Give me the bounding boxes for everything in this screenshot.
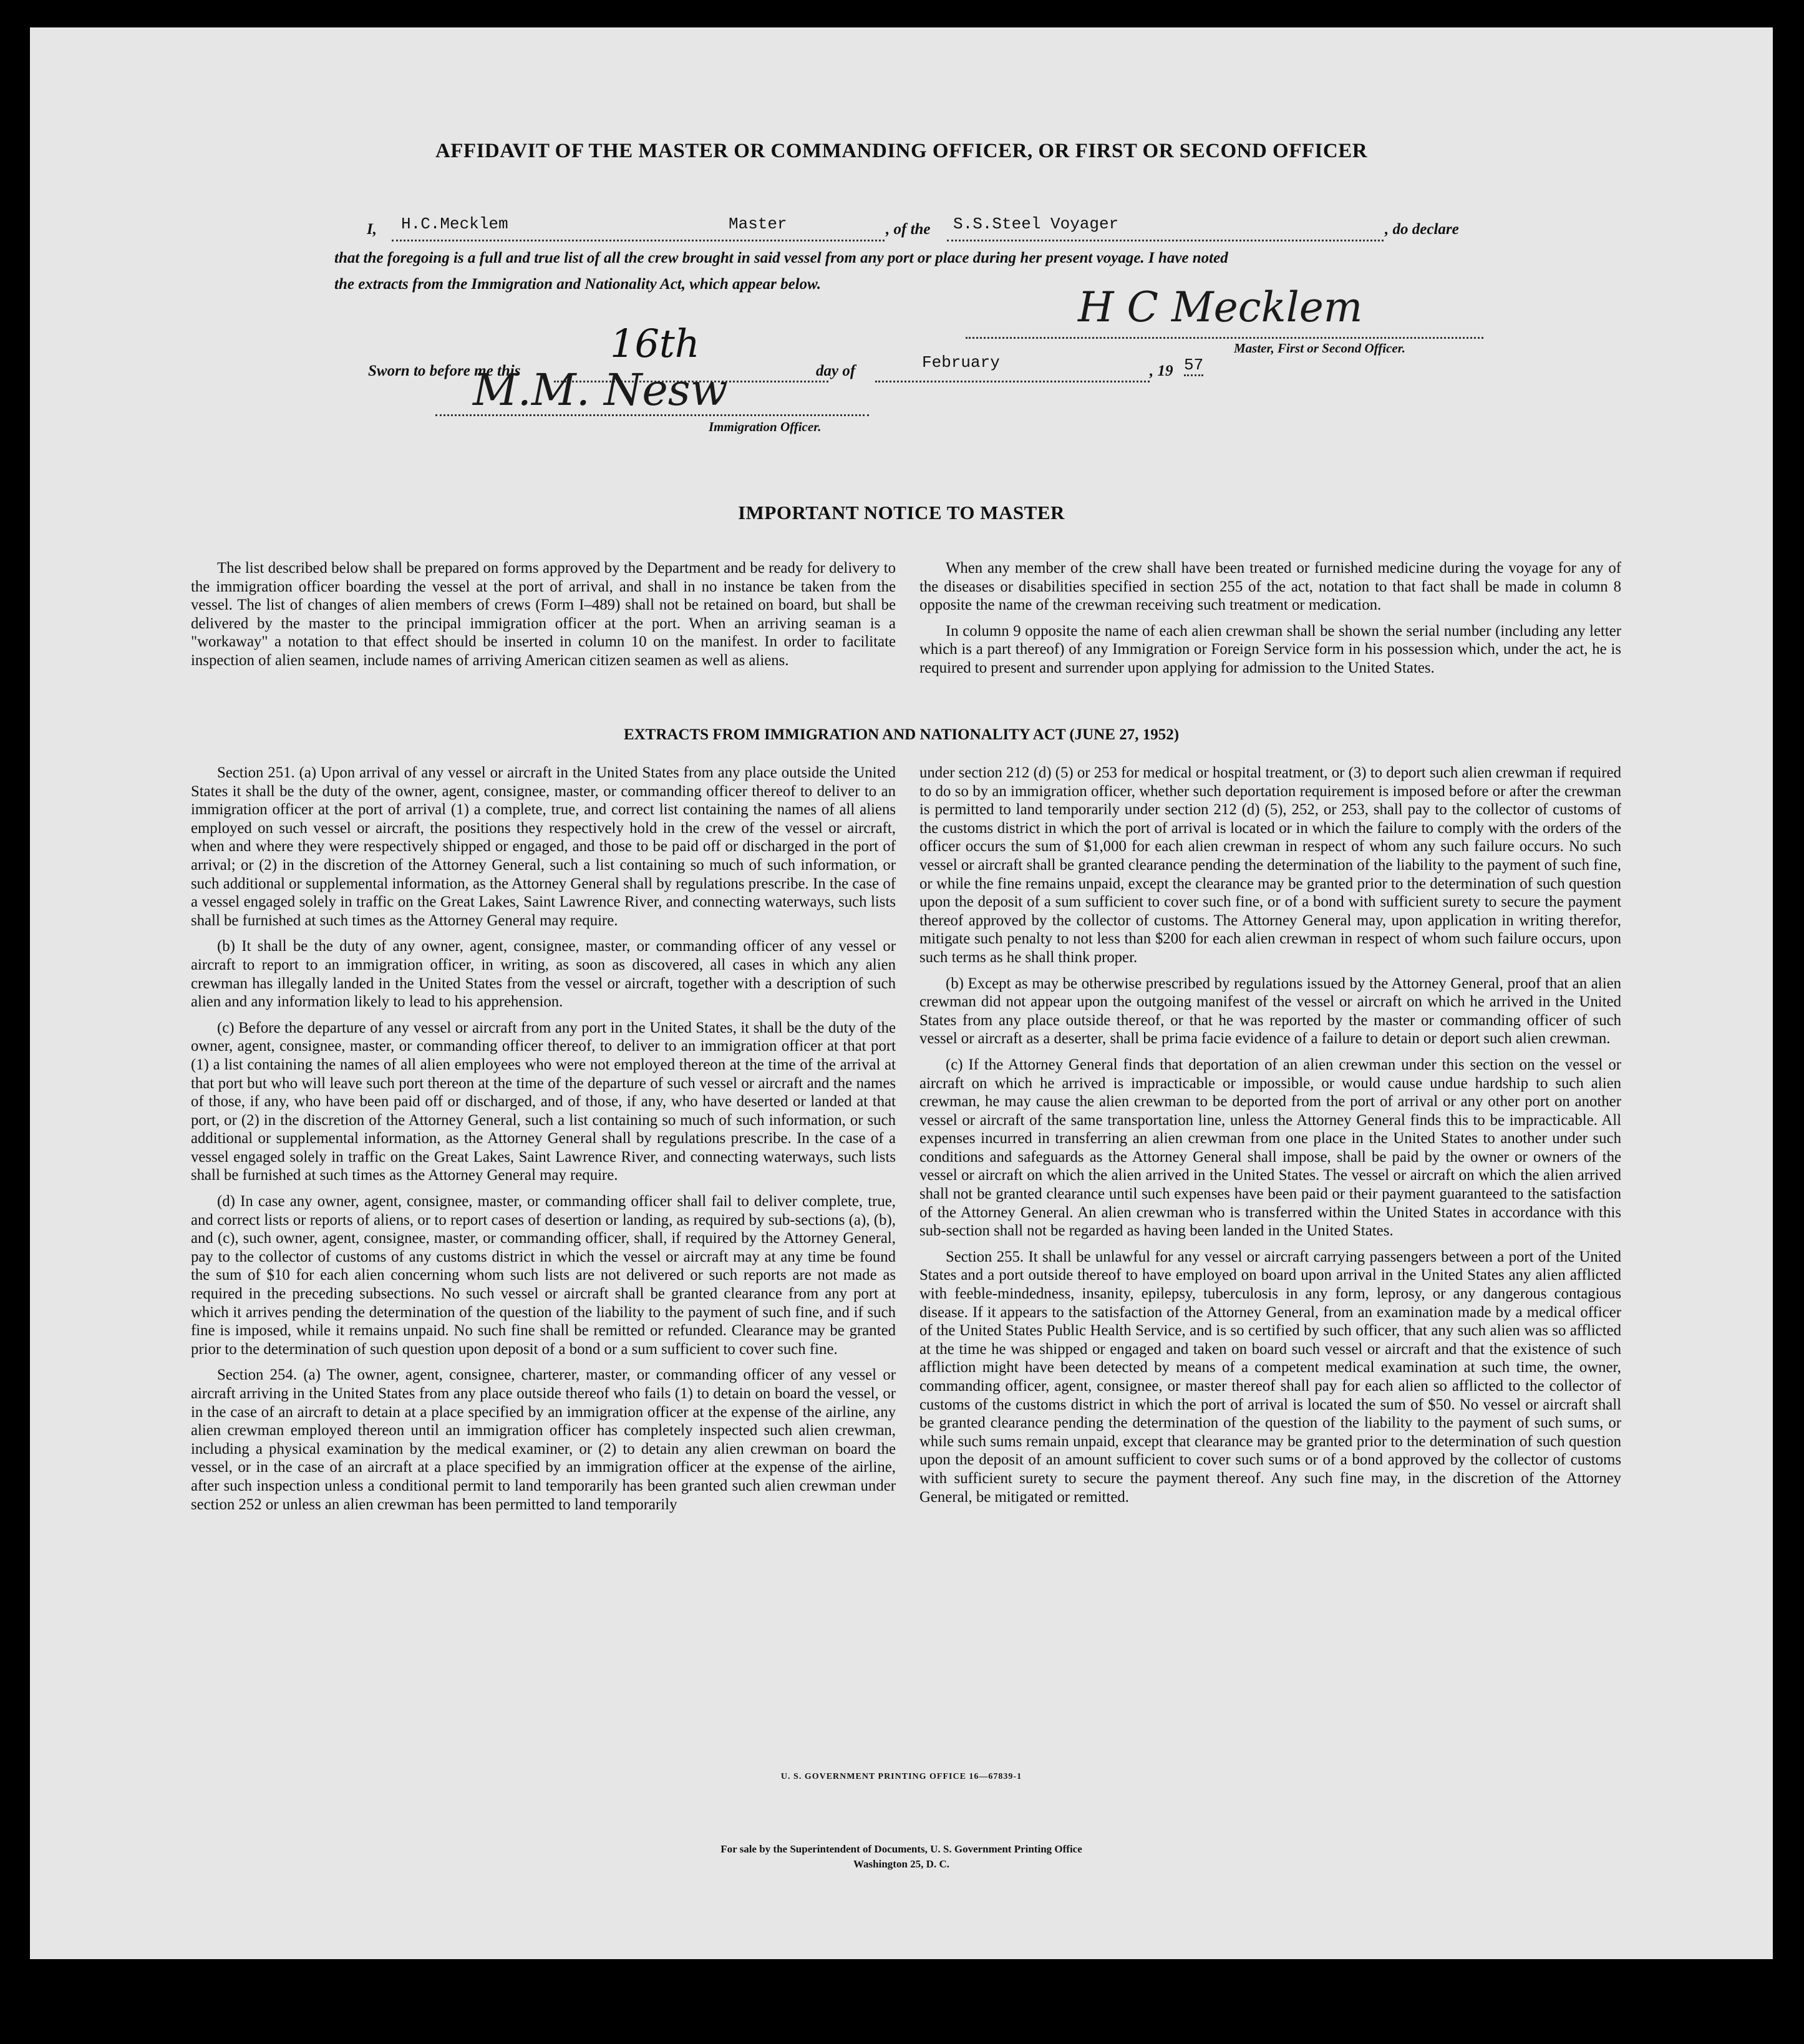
notice-left-paragraph: The list described below shall be prepared on forms approved by the Department and be ready for delivery to the immigration officer boarding the vessel at the port of arrival, and shall in no instance be taken from the vessel. The list of changes of alien members of crews (Form I–489) shall not be retained on board, but shall be delivered by the master to the principal immigration officer at the port. When an arriving seaman is a "workaway" a notation to that effect should be inserted in column 10 on the manifest. In order to facilitate inspection of alien seamen, include names of arriving American citizen seamen as well as aliens. (191, 560, 896, 669)
sworn-label: Sworn to before me this (368, 363, 521, 379)
officer-signature: M.M. Nesw (473, 364, 728, 416)
of-the-label: , of the (886, 221, 931, 238)
notice-left-column (191, 559, 896, 678)
i-label: I, (367, 221, 377, 238)
notice-title: IMPORTANT NOTICE TO MASTER (738, 502, 1065, 523)
sale-line-2: Washington 25, D. C. (853, 1858, 949, 1870)
master-signature: H C Mecklem (1078, 283, 1363, 331)
section-paragraph: (b) Except as may be otherwise prescribed by regulations issued by the Attorney General, proof that an alien crewman did not appear upon the outgoing manifest of the vessel or aircraft on which he arrived in the United States from any place outside thereof, or that he was reported by the master or commanding officer of such vessel or aircraft as a deserter, shall be prima facie evidence of a failure to detain or deport such alien crewman. (919, 975, 1621, 1048)
declaration-line-2: the extracts from the Immigration and Nationality Act, which appear below. (334, 276, 822, 293)
notice-right-paragraph: In column 9 opposite the name of each alien crewman shall be shown the serial number (including any letter which is a part thereof) of any Immigration or Foreign Service form in his possession which, under the act, he is required to present and surrender upon applying for admission to the United States. (919, 622, 1621, 676)
master-name: H.C.Mecklem (401, 215, 508, 233)
notice-right-paragraph: When any member of the crew shall have been treated or furnished medicine during the voyage for any of the diseases or disabilities specified in section 255 of the act, notation to that fact shall be made in column 8 opposite the name of the crewman receiving such treatment or medication. (919, 560, 1621, 614)
extracts-right-column (919, 764, 1621, 1514)
do-declare-label: , do declare (1385, 221, 1459, 238)
section-paragraph: Section 255. It shall be unlawful for any vessel or aircraft carrying passengers between a port of the United States and a port outside thereof to have employed on board upon arrival in the United States any alien afflicted with feeble-mindedness, insanity, epilepsy, tuberculosis in any form, leprosy, or any dangerous contagious disease. If it appears to the satisfaction of the Attorney General, from an examination made by a medical officer of the United States Public Health Service, and is so certified by such officer, that any such alien was so afflicted at the time he was shipped or engaged and taken on board such vessel or aircraft and that the existence of such affliction might have been detected by means of a competent medical examination at such time, the owner, commanding officer, agent, consignee, or master thereof shall pay for each alien so afflicted to the collector of customs of the customs district in which the port of arrival is located the sum of $50. No vessel or aircraft shall be granted clearance pending the determination of the question of the liability to the payment of such sums, or while such sums remain unpaid, except that clearance may be granted prior to the determination of such question upon the deposit of an amount sufficient to cover such sums or of a bond approved by the collector of customs with sufficient surety to secure the payment thereof. Any such fine may, in the discretion of the Attorney General, be mitigated or remitted. (919, 1248, 1621, 1506)
printer-code: U. S. GOVERNMENT PRINTING OFFICE 16—67839-1 (780, 1772, 1022, 1781)
extracts-title: EXTRACTS FROM IMMIGRATION AND NATIONALITY ACT (JUNE 27, 1952) (623, 726, 1180, 743)
day-of-label: day of (816, 363, 856, 379)
month-field (875, 359, 1150, 382)
month-value: February (922, 353, 1000, 372)
officer-caption: Immigration Officer. (709, 419, 822, 434)
rank-value: Master (729, 215, 787, 233)
extracts-left-column (191, 764, 896, 1521)
section-paragraph: (b) It shall be the duty of any owner, agent, consignee, master, or commanding officer of any vessel or aircraft to report to an immigration officer, in writing, as soon as discovered, all cases in which any alien crewman has illegally landed in the United States from the vessel or aircraft, together with a description of such alien and any information likely to lead to his apprehension. (191, 938, 896, 1011)
sale-line-1: For sale by the Superintendent of Documents, U. S. Government Printing Office (720, 1843, 1082, 1855)
vessel-name: S.S.Steel Voyager (953, 215, 1119, 233)
form-page (30, 27, 1773, 1959)
section-paragraph: Section 251. (a) Upon arrival of any vessel or aircraft in the United States from any place outside the United States it shall be the duty of the owner, agent, consignee, master, or commanding officer thereof to deliver to an immigration officer at the port of arrival (1) a complete, true, and correct list containing the names of all aliens employed on such vessel or aircraft, the positions they respectively hold in the crew of the vessel or aircraft, when and where they were respectively shipped or engaged, and those to be paid off or discharged in the port of arrival; or (2) in the discretion of the Attorney General, such a list containing so much of such information, or such additional or supplemental information, as the Attorney General shall by regulations prescribe. In the case of a vessel engaged solely in traffic on the Great Lakes, Saint Lawrence River, and connecting waterways, such lists shall be furnished at such times as the Attorney General may require. (191, 764, 896, 929)
notice-right-column (919, 559, 1621, 685)
section-paragraph: (d) In case any owner, agent, consignee, master, or commanding officer shall fail to deliver complete, true, and correct lists or reports of aliens, or to report cases of desertion or landing, as required by sub-sections (a), (b), and (c), such owner, agent, consignee, master, or commanding officer, shall, if required by the Attorney General, pay to the collector of customs of any customs district in which the vessel or aircraft may at any time be found the sum of $10 for each alien concerning whom such lists are not delivered or such reports are not made as required in the preceding subsections. No such vessel or aircraft shall be granted clearance from any port at which it arrives pending the determination of the question of the liability to the payment of such fine, and if such fine is imposed, while it remains unpaid. No such fine shall be remitted or refunded. Clearance may be granted prior to the determination of such question upon deposit of a bond or a sum sufficient to cover such fine. (191, 1193, 896, 1358)
affidavit-title: AFFIDAVIT OF THE MASTER OR COMMANDING OFFICER, OR FIRST OR SECOND OFFICER (435, 140, 1368, 162)
master-caption: Master, First or Second Officer. (1234, 341, 1405, 356)
year-value: 57 (1184, 356, 1203, 376)
section-paragraph: under section 212 (d) (5) or 253 for medical or hospital treatment, or (3) to deport such alien crewman if required to do so by an immigration officer, whether such deportation requirement is imposed before or after the crewman is permitted to land temporarily under section 212 (d) (5), 252, or 253, shall pay to the collector of customs of the customs district in which the port of arrival is located or in which the failure to comply with the orders of the officer occurs the sum of $1,000 for each alien crewman in respect of whom any such failure occurs. No such vessel or aircraft shall be granted clearance pending the determination of the liability to the payment of such fine, or while the fine remains unpaid, except the clearance may be granted prior to the determination of such question upon the deposit of a sum sufficient to cover such fine, or of a bond with sufficient surety to secure the payment thereof approved by the collector of customs. The Attorney General may, upon application in writing therefor, mitigate such penalty to not less than $200 for each alien crewman in respect of whom such failure occurs, upon such terms as he shall think proper. (919, 764, 1621, 966)
day-value: 16th (610, 321, 700, 366)
declaration-line-1: that the foregoing is a full and true list of all the crew brought in said vessel from any port or place during her present voyage. I have noted (334, 250, 1228, 266)
section-paragraph: (c) Before the departure of any vessel or aircraft from any port in the United States, it shall be the duty of the owner, agent, consignee, master, or commanding officer thereof, to deliver to an immigration officer at that port (1) a list containing the names of all alien employees who were not employed thereon at the time of the arrival at that port but who will leave such port thereon at the time of the departure of such vessel or aircraft and the names of those, if any, who have been paid off or discharged, and of those, if any, who have deserted or landed at that port, or (2) in the discretion of the Attorney General, such a list containing so much of such information, or such additional or supplemental information, as the Attorney General shall by regulations prescribe. In the case of a vessel engaged solely in traffic on the Great Lakes, Saint Lawrence River, and connecting waterways, such lists shall be furnished at such times as the Attorney General may require. (191, 1019, 896, 1184)
section-paragraph: Section 254. (a) The owner, agent, consignee, charterer, master, or commanding officer of any vessel or aircraft arriving in the United States from any place outside thereof who fails (1) to detain on board the vessel, or in the case of an aircraft to detain at a place specified by an immigration officer at the expense of the airline, any alien crewman employed thereon until an immigration officer has completely inspected such alien crewman, including a physical examination by the medical examiner, or (2) to detain any alien crewman on board the vessel, or in the case of an aircraft at a place specified by an immigration officer at the expense of the airline, after such inspection unless a conditional permit to land temporarily has been granted such alien crewman under section 252 or unless an alien crewman has been permitted to land temporarily (191, 1366, 896, 1513)
year-prefix: , 19 (1150, 363, 1173, 379)
section-paragraph: (c) If the Attorney General finds that deportation of an alien crewman under this section on the vessel or aircraft on which he arrived is impracticable or impossible, or would cause undue hardship to such alien crewman, he may cause the alien crewman to be deported from the port of arrival or any other port on another vessel or aircraft of the same transportation line, unless the Attorney General finds this to be impracticable. All expenses incurred in transferring an alien crewman from one place in the United States to another under such conditions and safeguards as the Attorney General shall impose, shall be paid by the owner or owners of the vessel or aircraft on which the alien arrived in the United States. The vessel or aircraft on which the alien arrived shall not be granted clearance until such expenses have been paid or their payment guaranteed to the satisfaction of the Attorney General. An alien crewman who is transferred within the United States in accordance with this sub-section shall not be regarded as having been landed in the United States. (919, 1056, 1621, 1240)
